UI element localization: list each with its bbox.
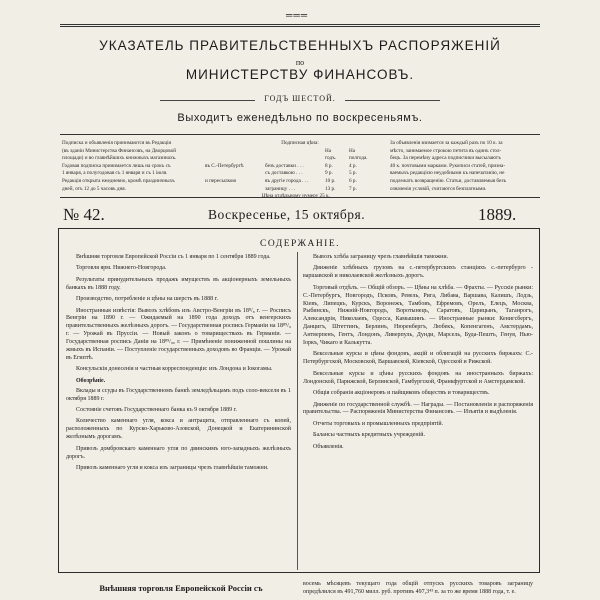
contents-entry: Вывозъ хлѣба заграницу чрезъ главнѣйшія таможни. — [313, 254, 449, 260]
contents-entry: Количество каменнаго угля, кокса и антрацита, отправленнаго съ копей, расположенныхъ по Курско-Харьково-Азовской, Донецкой и Екатерининской желѣзнымъ дорогамъ. — [66, 418, 291, 441]
price-desc: безъ доставки . . . — [265, 162, 304, 169]
top-rule — [60, 24, 540, 25]
top-rule-2 — [60, 26, 540, 27]
article-text-right: восемь мѣсяцевъ текущаго года общій отпускъ русскихъ товаровъ заграницу опредѣлился въ 491,760 милл. руб. противъ 497,3⁴³ п. за то же время 1888 года, т. е. — [303, 581, 533, 595]
price-desc: заграницу . . . — [265, 185, 296, 192]
price-year: 10 р. — [325, 177, 336, 184]
issue-number: № 42. — [63, 205, 105, 224]
price-row — [205, 170, 375, 178]
price-desc: съ доставкою . . . — [265, 170, 303, 177]
price-city — [205, 186, 265, 194]
contents-entry: Торговля ярм. Нижнего-Новгорода. — [76, 265, 167, 272]
subscription-price-table — [205, 140, 375, 201]
price-year: 9 р. — [325, 170, 333, 177]
contents-left-column — [66, 254, 291, 476]
contents-column-divider — [297, 252, 298, 570]
contents-right-column — [303, 254, 533, 455]
price-row — [205, 155, 375, 163]
price-half: На — [349, 147, 356, 154]
price-table-heading: Подписная цѣна: — [281, 140, 319, 146]
contents-entry: Иностранныя извѣстія: Вывозъ хлѣбовъ изъ Австро-Венгріи въ 18⁸/₈ г. — Росписъ Венгріи на 1890 г. — Ожидаемый на 1890 года доходъ отъ венгерскихъ правительственныхъ желѣзныхъ дорогъ. — Государственная роспись Германіи на 18⁸⁹/₉ г. — Урожай въ Пруссіи. — Новый законъ о товариществахъ въ Германіи. — Государственная роспись Даніи на 18⁸⁹/₉₀ г. — Примѣненіе пониженной пошлины на жмыхъ въ Испаніи. — Поступленіе государственныхъ доходовъ во Франціи. — Урожай въ Египтѣ. — [66, 307, 291, 361]
price-row — [205, 148, 375, 156]
sub-right-line: За объявленія взимается за каждый разъ по 10 к. за — [390, 140, 503, 146]
masthead-po: по — [295, 58, 305, 67]
weekly-notice: Выходитъ еженедѣльно по воскресеньямъ. — [177, 112, 423, 124]
sub-left-line: Годовая подписка принимается лишь на срокъ съ — [62, 162, 171, 169]
contents-entry: Отчеты торговыхъ и промышленныхъ предпріятій. — [313, 420, 444, 427]
price-desc: Цѣна отдѣльному нумеру 25 к. — [261, 193, 330, 200]
top-ornament: ═══ — [286, 10, 309, 20]
contents-heading: СОДЕРЖАНIЕ. — [259, 239, 341, 249]
subscription-info-left — [62, 140, 202, 193]
sub-right-line: 40 к. почтовыми марками. Рукописи статей, призна- — [390, 162, 506, 169]
contents-entry: Вексельные курсы и цѣны русскихъ фондовъ на иностранныхъ биржахъ: Лондонской, Парижской, Берлинской, Гамбургской, Франкфуртской и Амстердамской. — [303, 370, 533, 385]
price-year: 8 р. — [325, 162, 333, 169]
sub-right-line: подлежатъ возвращенію. Статьи, доставляемыя безъ — [390, 177, 507, 184]
contents-entry: Объявленія. — [313, 443, 344, 450]
subscription-info-right — [390, 140, 538, 193]
price-year: На — [325, 147, 332, 154]
contents-entry: Состояніе счетовъ Государственнаго банка къ 9 октября 1889 г. — [76, 407, 237, 413]
issue-year: 1889. — [478, 205, 517, 224]
contents-entry: Результаты принудительныхъ продажъ имуществъ въ акціонерныхъ земельныхъ банкахъ въ 1888 году. — [66, 276, 291, 291]
sub-left-line: 1 января, а полугодовая съ 1 января и съ 1 іюля. — [62, 170, 168, 177]
price-row — [205, 178, 375, 186]
contents-entry: Движеніе по государственной службѣ. — Награды. — Постановленія и распоряженія правительства. — Распоряженія Министерства Финансовъ. — Изъятія и выдѣленія. — [303, 401, 533, 416]
article-title: Внѣшняя торговля Европейской Россіи съ — [99, 583, 263, 593]
contents-entry: Вклады и ссуды въ Государственномъ банкѣ земледѣльцамъ подъ соло-векселя въ 1 октября 1889 г. — [66, 387, 291, 402]
price-city: и пересылкою — [205, 177, 237, 184]
year-line — [160, 94, 440, 106]
price-row — [205, 163, 375, 171]
contents-entry: Производство, потребленіе и цѣны на шерсть въ 1888 г. — [76, 296, 218, 303]
subscription-rule-bottom — [60, 197, 540, 198]
contents-entry: Торговый отдѣлъ. — Общій обзоръ. — Цѣны на хлѣба. — Фрахты. — Русскіе рынки: С.-Петербургъ, Новгородъ, Псковъ, Ревель, Рига, Либава, Варшава, Калишъ, Лодзь, Кіевъ, Липецкъ, Курскъ, Воронежъ, Тамбовъ, Ефремовъ, Орелъ, Елецъ, Москва, Рыбинскъ, Нижній-Новгородъ, Воротынецъ, Саратовъ, Царицынъ, Таганрогъ, Александрія, Николаевъ, Одесса, Камышинъ. — Иностранные рынки: Кенигсбергъ, Данцигъ, Штеттинъ, Берлинъ, Нюренбергъ, Любекъ, Копенгагенъ, Амстердамъ, Антверпенъ, Гентъ, Лондонъ, Ливерпуль, Дунди, Марсель, Буда-Пештъ, Генуя, Нью-Іоркъ, Чикаго и Калькутта. — [303, 284, 533, 347]
price-city — [205, 170, 265, 178]
price-half: 6 р. — [349, 177, 357, 184]
subscription-rule-top — [60, 134, 540, 135]
sub-left-line: площади) и во главнѣйшихъ книжныхъ магазинахъ. — [62, 155, 177, 162]
sub-left-line: (въ зданіи Министерства Финансовъ, на Дворцовой — [62, 147, 177, 154]
masthead-title-line2: МИНИСТЕРСТВУ ФИНАНСОВЪ. — [185, 67, 415, 82]
sub-right-line: означенія условій, считаются безплатными. — [390, 185, 487, 192]
sub-right-line: бецъ. За перемѣну адреса подписчики высылаютъ — [390, 155, 501, 162]
masthead-title-line1: УКАЗАТЕЛЬ ПРАВИТЕЛЬСТВЕННЫХЪ РАСПОРЯЖЕНIЙ — [99, 38, 501, 53]
contents-entry: Общія собранія акціонеровъ и пайщиковъ обществъ и товариществъ. — [313, 390, 490, 397]
price-half: 4 р. — [349, 162, 357, 169]
contents-entry: Вексельные курсы и цѣны фондовъ, акцій и облигацій на русскихъ биржахъ: С.-Петербургской, Московской, Варшавской, Кіевской, Одесской и Рижской. — [303, 351, 533, 366]
price-city — [205, 155, 265, 163]
price-half: 5 р. — [349, 170, 357, 177]
sub-right-line: мѣсто, занимаемое строкою петита въ одинъ стол- — [390, 147, 502, 154]
sub-right-line: ваемыхъ редакцією неудобными къ напечатанію, не — [390, 170, 505, 177]
price-half: полгода. — [349, 155, 368, 162]
contents-entry: Внѣшняя торговля Европейской Россіи съ 1 января по 1 сентября 1889 года. — [76, 254, 271, 260]
sub-left-line: дней, отъ 12 до 5 часовъ дня. — [62, 185, 126, 192]
price-year: годъ. — [325, 155, 337, 162]
price-desc — [265, 148, 325, 156]
year-label: ГОДЪ ШЕСТОЙ. — [264, 94, 336, 103]
price-half: 7 р. — [349, 185, 357, 192]
issue-date: Воскресенье, 15 октября. — [208, 207, 366, 222]
contents-entry: Консульскія донесенія и частныя корреспонденціи: изъ Лондона и Іокогамы. — [76, 366, 273, 373]
price-city: въ С.-Петербургѣ — [205, 162, 244, 169]
price-city — [205, 148, 265, 156]
sub-left-line: Редакція открыта ежедневно, кромѣ праздничныхъ — [62, 177, 175, 184]
contents-entry-heading: Обозрѣніе. — [76, 377, 106, 384]
price-year: 13 р. — [325, 185, 336, 192]
price-desc — [265, 155, 325, 163]
contents-entry: Привозъ каменнаго угля и кокса изъ заграницы чрезъ главнѣйшія таможни. — [76, 464, 269, 471]
sub-left-line: Подписка и объявленія принимаются въ Редакціи — [62, 140, 172, 146]
contents-entry: Балансы частныхъ кредитныхъ учрежденій. — [313, 432, 425, 439]
contents-entry: Движеніе хлѣбныхъ грузовъ на с.-петербургскихъ станціяхъ с.-петербурго - варшавской и николаевской желѣзныхъ дорогъ. — [303, 265, 533, 280]
contents-entry: Привозъ домбровскаго каменнаго угля по двинскимъ юго-западныхъ желѣзныхъ дорогъ. — [66, 445, 291, 460]
price-desc: въ другіе города . . . — [265, 177, 309, 184]
